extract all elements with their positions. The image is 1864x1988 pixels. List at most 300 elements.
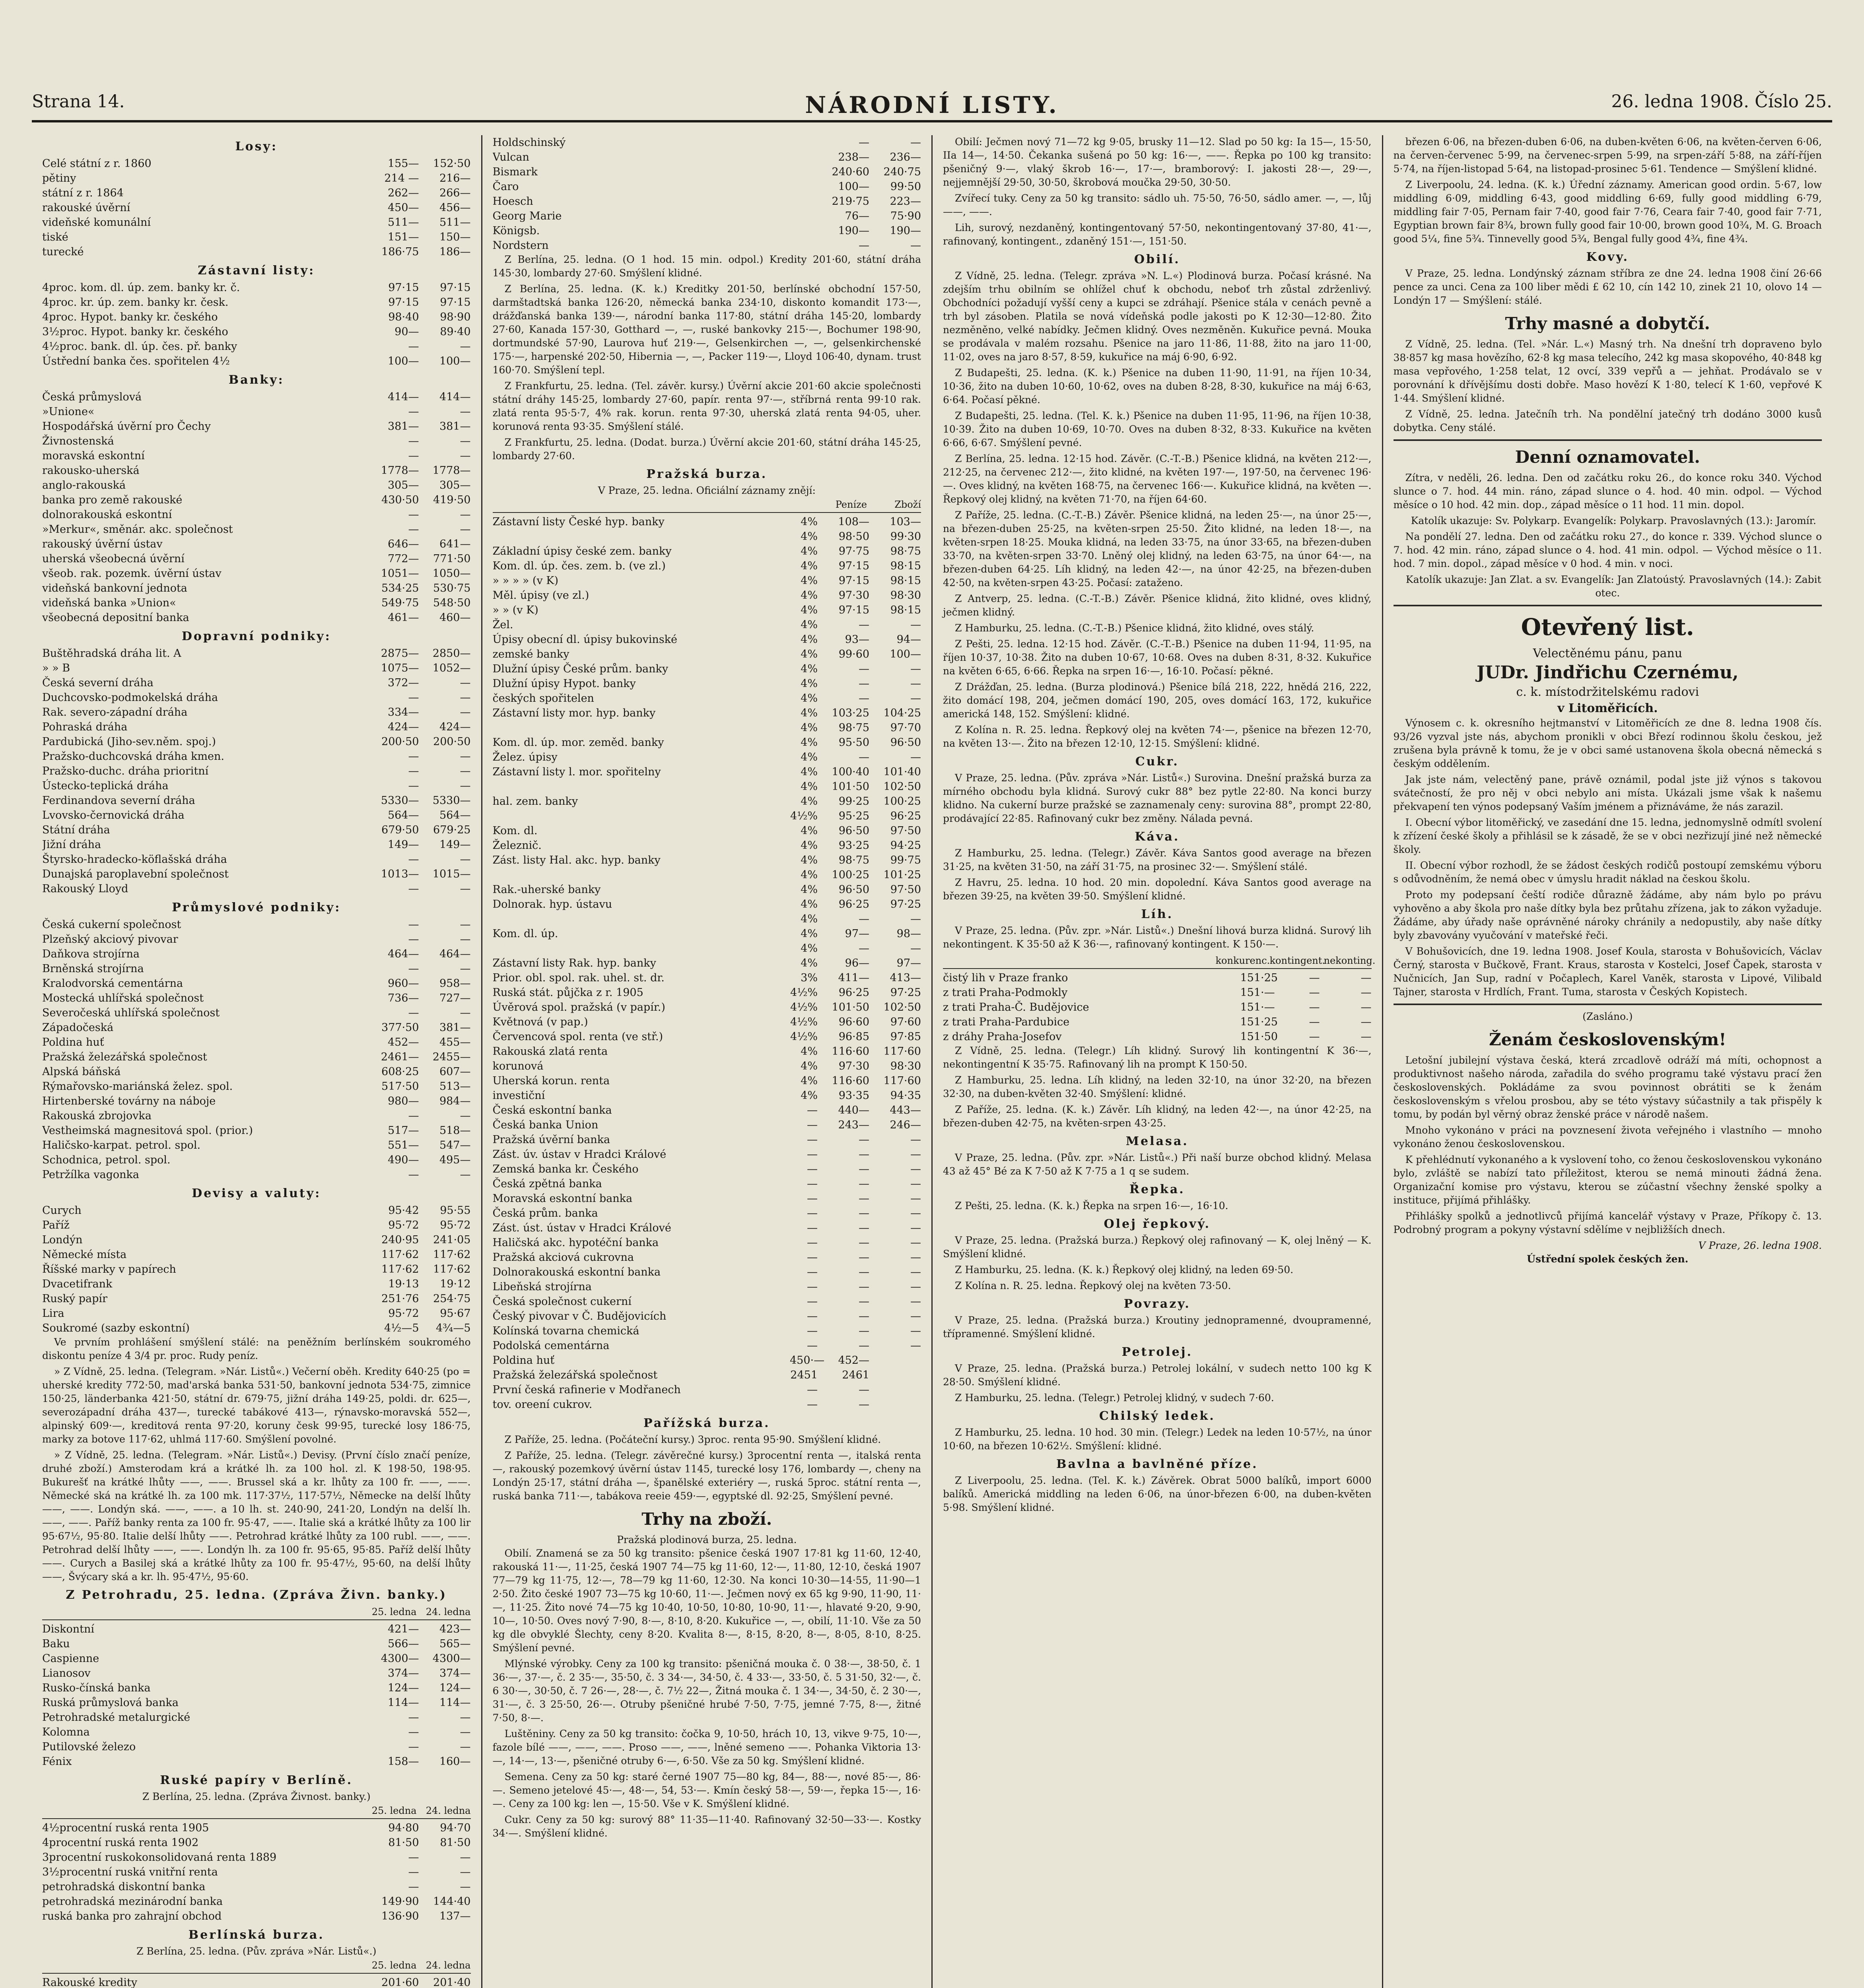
table-row — [493, 209, 921, 223]
row-label: Zástavní listy Rak. hyp. banky — [492, 957, 656, 969]
row-label: dolnorakouská eskontní — [42, 509, 172, 521]
row-value: 100·25 — [832, 869, 869, 881]
row-label: Kolínská tovarna chemická — [492, 1325, 639, 1337]
table-row — [42, 823, 471, 837]
row-value: 517— — [387, 1124, 419, 1137]
row-value: 1778— — [381, 464, 419, 477]
row-value: 219·75 — [832, 195, 869, 208]
row-label: Celé státní z r. 1860 — [42, 157, 152, 170]
section-title-povrazy: Povrazy. — [1123, 1297, 1191, 1311]
row-label: 4½proc. bank. dl. úp. čes. př. banky — [42, 340, 237, 353]
table-row — [42, 1203, 471, 1218]
row-value: 381— — [439, 1021, 471, 1034]
row-value: — — [807, 1384, 818, 1396]
table-row — [42, 419, 471, 434]
table-row — [493, 853, 921, 868]
row-value: 117·62 — [433, 1248, 471, 1261]
row-value: 89·40 — [440, 326, 471, 338]
table-row — [493, 971, 921, 985]
section-title-banky: Banky: — [228, 373, 284, 387]
paragraph: Ve prvním prohlášení smýšlení stálé: na peněžním berlínském soukromého diskontu peníze 4 3/4 pr. proc. Rudy peníz. — [42, 1336, 471, 1361]
table-row — [42, 1006, 471, 1020]
row-label: Úvěrová spol. pražská (v papír.) — [492, 1001, 665, 1013]
paragraph: Cukr. Ceny za 50 kg: surový 88° 11·35—11·40. Rafinovaný 32·50—33·—. Kostky 34·—. Smýšlení klidné. — [492, 1814, 921, 1839]
row-value: — — [408, 780, 419, 792]
row-value: 984— — [439, 1095, 471, 1107]
paragraph: Z Frankfurtu, 25. ledna. (Tel. závěr. kursy.) Úvěrní akcie 201·60 akcie společnosti státní dráhy 145·25, lombardy 27·60, papír. renta 97·—, stříbrná renta 99·10 rak. zlatá renta 95·5·7, 4% rak. korun. renta 97·30, uherská zlatá renta 94·05, uher. korunová renta 93·35. Smýšlení stálé. — [492, 380, 921, 432]
row-value: 4% — [801, 678, 818, 690]
row-value: 518— — [439, 1124, 471, 1137]
row-value: 5330— — [432, 794, 471, 807]
table-row — [42, 917, 471, 932]
row-value: 646— — [387, 538, 419, 550]
row-value: 517·50 — [381, 1080, 419, 1093]
row-value: 98·75 — [838, 722, 869, 734]
row-label: Zástavní listy mor. hyp. banky — [492, 707, 656, 719]
row-value: — — [807, 1340, 818, 1352]
row-value: 116·60 — [832, 1045, 869, 1058]
row-value: 95·72 — [388, 1219, 419, 1231]
paragraph: V Praze, 25. ledna. (Pražská burza.) Kroutiny jednopramenné, dvoupramenné, třípramenné. Smýšlení klidné. — [943, 1314, 1372, 1340]
row-label: Hospodářská úvěrní pro Čechy — [42, 420, 211, 433]
table-row — [493, 868, 921, 882]
table-row — [493, 165, 921, 179]
page-header — [32, 91, 1832, 122]
row-label: Rakouská zbrojovka — [42, 1110, 152, 1122]
row-value: 93— — [845, 633, 869, 646]
paragraph: Z Liverpoolu, 25. ledna. (Tel. K. k.) Závěrek. Obrat 5000 balíků, import 6000 balíků. Americká middling na leden 6·06, na únor-březen 6·00, na duben-květen 5·98. Smýšlení klidné. — [943, 1475, 1372, 1513]
row-label: Pražsko-duchcovská dráha kmen. — [42, 750, 224, 763]
row-value: — — [910, 1295, 921, 1308]
row-value: 2875— — [381, 647, 419, 660]
row-value: 511— — [439, 216, 471, 229]
row-value: 94·80 — [388, 1822, 419, 1834]
row-value: 727— — [439, 992, 471, 1004]
paragraph: Z Hamburku, 25. ledna. (C.-T.-B.) Pšenice klidná, žito klidné, oves stálý. — [955, 622, 1314, 634]
row-value: — — [460, 883, 471, 895]
table-row — [493, 1324, 921, 1338]
row-value: 98·30 — [890, 1060, 921, 1072]
table-row — [42, 690, 471, 705]
table-row — [42, 324, 471, 339]
row-label: Želez. úpisy — [492, 751, 558, 763]
table-row — [943, 985, 1372, 1000]
row-value: — — [910, 692, 921, 705]
row-value: — — [807, 1222, 818, 1234]
row-label: Dunajská paroplavební společnost — [42, 868, 229, 880]
row-value: 98— — [896, 928, 921, 940]
row-value — [873, 1368, 921, 1382]
row-value: — — [408, 1866, 419, 1878]
row-value: 117·60 — [883, 1045, 921, 1058]
table-row — [42, 779, 471, 793]
row-value: 19·12 — [440, 1278, 471, 1290]
divider — [1394, 439, 1822, 441]
row-value: 97·75 — [838, 545, 869, 557]
row-label: Ruská průmyslová banka — [42, 1697, 179, 1709]
row-value: 75·90 — [890, 210, 921, 222]
row-value: — — [1361, 1001, 1372, 1013]
paragraph: Z Vídně, 25. ledna. Jatečníh trh. Na pondělní jatečný trh dodáno 3000 kusů dobytka. Ceny stálé. — [1393, 408, 1822, 433]
row-value: 240·60 — [832, 166, 869, 178]
row-value: — — [408, 435, 419, 447]
row-value: — — [859, 663, 869, 675]
table-row — [493, 823, 921, 838]
row-value: — — [859, 239, 869, 252]
row-value: 450— — [387, 202, 419, 214]
row-label: Česká cukerní společnost — [42, 918, 181, 931]
row-value: — — [910, 1251, 921, 1264]
paragraph: Z Berlína, 25. ledna. 12·15 hod. Závěr. (C.-T.-B.) Pšenice klidná, na květen 212·—, 212·25, na červenec 212·—, žito klidné, na květen 197·—, 197·50, na červenec 196·—. Oves klidný, na květen 168·75, na červenec 166·—. Kukuřice klidná, na květen —. Řepkový olej klidný, na květen 71·70, na říjen 64·60. — [943, 453, 1372, 505]
row-value: — — [460, 706, 471, 718]
row-label: » » » » (v K) — [492, 575, 558, 587]
row-value: 96·50 — [838, 825, 869, 837]
subtitle: Z Berlína, 25. ledna. (Zpráva Živnost. banky.) — [142, 1791, 371, 1802]
row-value: 430·50 — [381, 494, 419, 506]
row-value: — — [408, 340, 419, 353]
row-value: — — [859, 619, 869, 631]
row-label: ruská banka pro zahrajní obchod — [42, 1910, 222, 1922]
row-label: Český pivovar v Č. Budějovicích — [492, 1310, 667, 1322]
row-value: — — [910, 1178, 921, 1190]
table-row — [42, 1835, 471, 1850]
row-value: 100— — [387, 355, 419, 367]
table-lih — [943, 971, 1372, 1044]
letter-address: c. k. místodržitelskému radovi — [1516, 685, 1699, 699]
row-label: rakousko-uherská — [42, 464, 140, 477]
row-value: — — [460, 1741, 471, 1753]
row-value: — — [807, 1207, 818, 1219]
table-row — [493, 223, 921, 238]
paragraph: Z Vídně, 25. ledna. (Telegr.) Líh klidný. Surový lih kontingentní K 36·—, nekontingentní K 35·75. Rafinovaný lih na prompt K 150·50. — [943, 1045, 1372, 1070]
row-value: 4% — [801, 545, 818, 557]
row-value: — — [910, 239, 921, 252]
row-label: Žel. — [492, 619, 513, 631]
table-row — [493, 1000, 921, 1015]
row-value: — — [408, 963, 419, 975]
row-value: — — [859, 1384, 869, 1396]
table-row — [42, 522, 471, 537]
row-label: Poldina huť — [42, 1036, 104, 1048]
table-list1 — [493, 135, 921, 253]
row-value: 461— — [387, 612, 419, 624]
row-value: 490— — [387, 1154, 419, 1166]
table-row — [42, 661, 471, 676]
row-label: z dráhy Praha-Josefov — [943, 1031, 1062, 1043]
column-header: konkurenc. — [1215, 955, 1270, 966]
paragraph: Z Hamburku, 25. ledna. Líh klidný, na leden 32·10, na únor 32·20, na březen 32·30, na duben-květen 32·40. Smýšlení: klidné. — [943, 1074, 1372, 1099]
row-value: 246— — [890, 1119, 921, 1131]
row-value: — — [859, 1134, 869, 1146]
table-row — [42, 610, 471, 625]
row-value: 551— — [387, 1139, 419, 1151]
row-value: 95·42 — [388, 1204, 419, 1217]
section-title-obili: Obilí. — [1134, 252, 1180, 266]
row-value: 452— — [387, 1036, 419, 1048]
row-label: Ruský papír — [42, 1293, 107, 1305]
table-row — [493, 1235, 921, 1250]
row-value: — — [859, 1148, 869, 1161]
row-label: Duchcovsko-podmokelská dráha — [42, 691, 218, 704]
paragraph: Z Liverpoolu, 24. ledna. (K. k.) Úřední záznamy. American good ordin. 5·67, low middling 6·09, middling 6·43, good middling 6·69, fully good middling 6·79, middling fair 7·05, Pernam fair 7·40, good fair 7·76, Ceara fair 7·40, good fair 7·71, Egyptian brown fair 8¾, brown fully good fair 10·00, brown good 10¾, M. G. Broach good 5¼, fine 5¾. Tinnevelly good 5¾, Bengal fully good 4¾, fine 4¾. — [1393, 179, 1822, 245]
table-row — [42, 1035, 471, 1050]
row-value: — — [859, 692, 869, 705]
table-row — [42, 1850, 471, 1865]
row-value: 607— — [439, 1066, 471, 1078]
row-label: moravská eskontní — [42, 450, 145, 462]
table-row — [493, 1294, 921, 1309]
row-label: Česká průmyslová — [42, 391, 142, 403]
table-row — [42, 1262, 471, 1277]
row-value: 97·25 — [890, 898, 921, 911]
row-value: 116·60 — [832, 1075, 869, 1087]
table-row — [42, 1291, 471, 1306]
column-header: kontingent. — [1269, 955, 1326, 966]
row-label: Nordstern — [492, 239, 549, 252]
row-label: Rakouská zlatá renta — [492, 1045, 608, 1058]
paragraph: Luštěniny. Ceny za 50 kg transito: čočka 9, 10·50, hrách 10, 13, vikve 9·75, 10·—, fazole bílé ——, ——, ——. Proso ——, ——, lněné semeno ——. Pohanka Viktoria 13·—, 14·—, 13·—, pšeničné otruby 6·—, 6·50. Vše za 50 kg. Smýšlení klidné. — [492, 1728, 921, 1767]
row-label — [493, 529, 786, 544]
row-label: Georg Marie — [492, 210, 562, 222]
row-value: — — [408, 933, 419, 945]
table-row — [42, 1975, 471, 1988]
row-label: všeobecná depositní banka — [42, 612, 189, 624]
paragraph: Z Budapešti, 25. ledna. (K. k.) Pšenice na duben 11·90, 11·91, na říjen 10·34, 10·36, žito na duben 10·60, 10·62, oves na duben 8·28, 8·30, kukuřice na máj 6·63, 6·64. Počasí pěkné. — [943, 367, 1372, 406]
row-value: — — [910, 1281, 921, 1293]
row-value: — — [910, 1222, 921, 1234]
row-value: — — [460, 340, 471, 353]
row-value: — — [460, 1007, 471, 1019]
row-label: 3½proc. Hypot. banky kr. českého — [42, 326, 228, 338]
row-value: — — [408, 691, 419, 704]
row-value: 4% — [801, 869, 818, 881]
row-value: 158— — [387, 1755, 419, 1768]
row-value: — — [1309, 1016, 1320, 1028]
row-label: Rýmařovsko-mariánská želez. spol. — [42, 1080, 233, 1093]
row-value: — — [910, 942, 921, 955]
paragraph: I. Obecní výbor litoměřický, ve zasedání dne 15. ledna, jednomyslně odmítl svolení k zřízení české školy a přihlásil se k zásadě, že se v obci nezřizují jiné než německé školy. — [1393, 817, 1822, 855]
row-value: — — [910, 678, 921, 690]
table-row — [42, 1218, 471, 1233]
paragraph: Zítra, v neděli, 26. ledna. Den od začátku roku 26., do konce roku 340. Východ slunce o 7. hod. 44 min. ráno, západ slunce o 4. hod. 40 min. odpol. — Východ měsíce o 10 hod. 42 min. dop., západ měsíce o 11 hod. 11 min. dopol. — [1393, 472, 1822, 511]
column-2 — [482, 135, 933, 1988]
row-label: Pražsko-duchc. dráha prioritní — [42, 765, 209, 777]
paragraph: Z Antverp, 25. ledna. (C.-T.-B.) Závěr. Pšenice klidná, žito klidné, oves klidný, ječmen klidný. — [943, 593, 1372, 618]
row-value: — — [910, 1163, 921, 1175]
row-value: 4300— — [432, 1652, 471, 1665]
row-value: 2455— — [432, 1051, 471, 1063]
table-row — [493, 765, 921, 779]
row-value: 4% — [801, 589, 818, 602]
row-value: 455— — [439, 1036, 471, 1048]
row-value: — — [408, 523, 419, 536]
row-label: státní z r. 1864 — [42, 187, 124, 199]
table-row — [42, 837, 471, 852]
row-value: 251·76 — [381, 1293, 419, 1305]
row-value: 98·40 — [388, 311, 419, 323]
row-value: 4% — [801, 604, 818, 616]
row-value: 243— — [838, 1119, 869, 1131]
row-value: 97·30 — [838, 1060, 869, 1072]
row-value: 4% — [801, 722, 818, 734]
newspaper-title: NÁRODNÍ LISTY. — [805, 91, 1059, 118]
table-row — [943, 1029, 1372, 1044]
row-value: 262— — [387, 187, 419, 199]
row-value: 236— — [890, 151, 921, 163]
row-value: — — [408, 883, 419, 895]
row-label: Květnová (v pap.) — [492, 1016, 588, 1028]
row-value: 980— — [387, 1095, 419, 1107]
row-label: Kom. dl. úp. — [492, 928, 558, 940]
row-value: 95·50 — [838, 736, 869, 749]
row-value: 98·30 — [890, 589, 921, 602]
row-value: — — [408, 1007, 419, 1019]
row-value: — — [910, 136, 921, 149]
table-petrograd — [42, 1622, 471, 1769]
row-value: 377·50 — [381, 1021, 419, 1034]
paragraph: Mlýnské výrobky. Ceny za 100 kg transito: pšeničná mouka č. 0 38·—, 38·50, č. 1 36·—, 37·—, č. 2 35·—, 35·50, č. 3 34·—, 34·50, č. 4 33·—, 33·50, č. 5 31·50, 32·—, č. 6 30·—, 30·50, č. 7 26·—, 28·—, č. 7½ 22—, Žitná mouka č. 1 34·—, 34·50, č. 2 30·—, 31·—, č. 3 25·50, 26·—. Otruby pšeničné hrubé 7·50, 7·75, jemné 7·75, 8·—, žitné 7·50, 8·—. — [492, 1658, 921, 1724]
row-value: 200·50 — [433, 736, 471, 748]
row-value: — — [910, 1310, 921, 1322]
signature-date: V Praze, 26. ledna 1908. — [1698, 1240, 1822, 1251]
table-row — [493, 1397, 921, 1412]
row-value: 97·50 — [890, 883, 921, 896]
row-value: — — [859, 913, 869, 925]
row-label: Čaro — [492, 181, 519, 193]
row-value: 98·15 — [890, 604, 921, 616]
row-value: 511— — [387, 216, 419, 229]
table-head — [493, 497, 921, 513]
table-row — [42, 1094, 471, 1109]
row-value: 94·70 — [440, 1822, 471, 1834]
paragraph: Přihlášky spolků a jednotlivců přijímá kancelář výstavy v Praze, Příkopy č. 13. Podrobný program a pokyny výstavní sdělíme v nejbližších dnech. — [1393, 1210, 1822, 1235]
table-row — [493, 544, 921, 559]
row-value: 1050— — [432, 567, 471, 580]
row-value: — — [460, 1110, 471, 1122]
row-label: petrohradská diskontní banka — [42, 1881, 206, 1893]
issue-date: 26. ledna 1908. Číslo 25. — [1611, 91, 1832, 112]
column-header: 25. ledna — [371, 1960, 417, 1971]
row-value: 4% — [801, 780, 818, 793]
row-label: rakouský úvěrní ústav — [42, 538, 163, 550]
row-value: 95·72 — [440, 1219, 471, 1231]
table-row — [42, 1637, 471, 1651]
paragraph: Z Pešti, 25. ledna. (K. k.) Řepka na srpen 16·—, 16·10. — [955, 1200, 1228, 1211]
row-value: 456— — [439, 202, 471, 214]
row-value: 93·25 — [838, 839, 869, 852]
row-value: 97·15 — [440, 282, 471, 294]
row-value: 149·90 — [381, 1895, 419, 1908]
table-row — [42, 932, 471, 947]
row-label: 4procentní ruská renta 1902 — [42, 1837, 199, 1849]
row-label: Německé místa — [42, 1248, 127, 1261]
table-row — [42, 390, 471, 404]
row-value: 440— — [838, 1104, 869, 1116]
table-row — [493, 1029, 921, 1044]
row-value: 151·— — [1240, 1001, 1275, 1013]
row-value: — — [460, 1851, 471, 1864]
table-row — [42, 1879, 471, 1894]
row-value: 241·05 — [433, 1234, 471, 1246]
row-value: 151·— — [1240, 986, 1275, 999]
paragraph: Z Vídně, 25. ledna. (Tel. »Nár. L.«) Masný trh. Na dnešní trh dopraveno bylo 38·857 kg masa hovězího, 62·8 kg masa telecího, 242 kg masa skopového, 40·848 kg masa vepřového, 1·258 telat, 12 ovcí, 339 vepřů a — jehňat. Prodávalo se v porovnání k dřívějšímu dosti dobře. Maso hovězí K 1·80, telecí K 1·60, vepřové K 1·44. Smýšlení klidné. — [1393, 338, 1822, 404]
subtitle: Z Berlína, 25. ledna. (Pův. zpráva »Nár. Listů«.) — [136, 1945, 377, 1957]
row-value: 2850— — [432, 647, 471, 660]
row-value: 772— — [387, 553, 419, 565]
row-value: — — [408, 765, 419, 777]
paragraph: březen 6·06, na březen-duben 6·06, na duben-květen 6·06, na květen-červen 6·06, na červen-červenec 5·99, na červenec-srpen 5·99, na srpen-září 5·88, na září-říjen 5·74, na říjen-listopad 5·64, na listopad-prosinec 5·61. Tendence — Smýšlení klidné. — [1393, 136, 1822, 175]
row-label: Lira — [42, 1307, 64, 1320]
row-value: 97— — [845, 928, 869, 940]
row-value: 81·50 — [388, 1837, 419, 1849]
row-value — [873, 1382, 921, 1397]
row-label: Plzeňský akciový pivovar — [42, 933, 178, 945]
table-row — [42, 1710, 471, 1725]
row-value: 19·13 — [388, 1278, 419, 1290]
row-value: 266— — [439, 187, 471, 199]
row-value: 413— — [890, 972, 921, 984]
table-row — [493, 1265, 921, 1279]
row-label: Kom. dl. úp. mor. zeměd. banky — [492, 736, 664, 749]
table-row — [493, 1162, 921, 1176]
row-value: 564— — [387, 809, 419, 821]
row-value: 1013— — [381, 868, 419, 880]
row-value: — — [910, 1134, 921, 1146]
section-title-doprava: Dopravní podniky: — [181, 629, 331, 643]
row-value: — — [460, 750, 471, 763]
row-value: 200·50 — [381, 736, 419, 748]
row-value: — — [460, 1711, 471, 1724]
row-label — [493, 779, 786, 794]
row-value: 97·15 — [440, 296, 471, 309]
row-value: 4% — [801, 663, 818, 675]
row-label: Haličsko-karpat. petrol. spol. — [42, 1139, 201, 1151]
row-label: českých spořitelen — [492, 692, 594, 705]
row-value: — — [1309, 986, 1320, 999]
row-value: 305— — [439, 479, 471, 491]
row-label: Měl. úpisy (ve zl.) — [492, 589, 589, 602]
table-row — [42, 1064, 471, 1079]
row-label: 4proc. kom. dl. úp. zem. banky kr. č. — [42, 282, 240, 294]
table-row — [42, 1020, 471, 1035]
row-value: 3% — [801, 972, 818, 984]
row-value: — — [807, 1119, 818, 1131]
table-row — [42, 1865, 471, 1879]
row-label: banka pro země rakouské — [42, 494, 183, 506]
row-value: — — [460, 1169, 471, 1181]
row-value: — — [460, 853, 471, 866]
row-value: — — [1361, 1016, 1372, 1028]
table-row — [42, 200, 471, 215]
row-label: Štyrsko-hradecko-köflašská dráha — [42, 853, 227, 866]
table-row — [42, 404, 471, 419]
section-title-berlin-burza: Berlínská burza. — [188, 1928, 325, 1942]
table-row — [493, 194, 921, 209]
table-row — [493, 1044, 921, 1059]
row-value: — — [807, 1192, 818, 1205]
row-label: korunová — [492, 1060, 544, 1072]
row-label: pětiny — [42, 172, 76, 184]
table-row — [42, 1050, 471, 1064]
table-row — [42, 581, 471, 596]
table-row — [42, 1079, 471, 1094]
row-label: Poldina huť — [492, 1354, 555, 1367]
row-label: Kralodvorská cementárna — [42, 977, 183, 990]
row-value: 97·15 — [388, 296, 419, 309]
table-row — [493, 1118, 921, 1132]
section-title-devizy: Devisy a valuty: — [192, 1186, 321, 1200]
table-row — [493, 1279, 921, 1294]
